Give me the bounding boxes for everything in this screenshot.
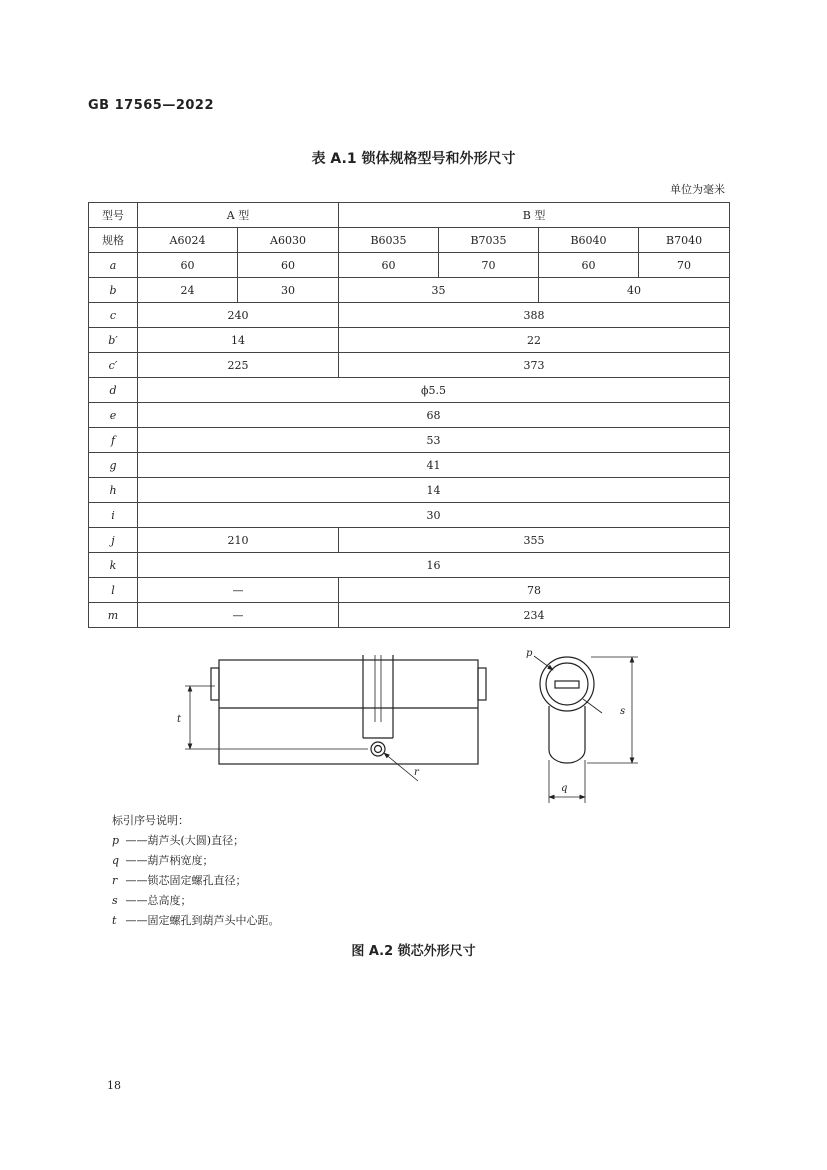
row-label: b′: [89, 328, 138, 353]
cylinder-end-cap: [211, 668, 219, 700]
row-label: g: [89, 453, 138, 478]
type-a-header: A 型: [138, 203, 339, 228]
row-label: k: [89, 553, 138, 578]
pear-head-outer: [540, 657, 594, 711]
table-cell: 234: [339, 603, 730, 628]
table-cell: 22: [339, 328, 730, 353]
spec-cell: B6035: [339, 228, 439, 253]
table-cell: 60: [238, 253, 339, 278]
legend-item: [112, 911, 280, 931]
pear-shank: [549, 706, 585, 763]
spec-cell: B7040: [639, 228, 730, 253]
table-cell: 14: [138, 478, 730, 503]
table-cell: 210: [138, 528, 339, 553]
legend-symbol: s: [112, 894, 118, 907]
row-label: l: [89, 578, 138, 603]
dim-label-p: p: [526, 648, 533, 659]
row-label: j: [89, 528, 138, 553]
row-label: f: [89, 428, 138, 453]
legend-text: ——总高度；: [125, 894, 192, 907]
table-cell: 355: [339, 528, 730, 553]
keyway-slot: [555, 681, 579, 688]
legend-symbol: p: [112, 834, 120, 847]
legend-item: [112, 871, 280, 891]
row-label: 型号: [89, 203, 138, 228]
figure-legend: [112, 811, 280, 931]
cylinder-end-view: [534, 656, 638, 803]
cylinder-end-cap: [478, 668, 486, 700]
cylinder-body: [219, 660, 478, 764]
table-cell: 388: [339, 303, 730, 328]
table-cell: 41: [138, 453, 730, 478]
dim-label-r: r: [414, 767, 419, 778]
row-label: c′: [89, 353, 138, 378]
row-label: 规格: [89, 228, 138, 253]
fixing-screw-hole: [371, 742, 385, 756]
row-label: c: [89, 303, 138, 328]
dim-label-q: q: [561, 783, 568, 794]
standard-code: GB 17565—2022: [88, 98, 215, 113]
table-cell: 60: [539, 253, 639, 278]
table-unit: 单位为毫米: [670, 183, 725, 196]
row-label: m: [89, 603, 138, 628]
legend-title: 标引序号说明：: [112, 814, 189, 827]
table-cell: 40: [539, 278, 730, 303]
dim-label-s: s: [620, 706, 626, 717]
row-label: d: [89, 378, 138, 403]
row-label: i: [89, 503, 138, 528]
table-cell: 16: [138, 553, 730, 578]
table-cell: 225: [138, 353, 339, 378]
legend-text: ——葫芦头(大圆)直径；: [125, 834, 245, 847]
legend-symbol: r: [112, 874, 118, 887]
spec-cell: B7035: [439, 228, 539, 253]
row-label: b: [89, 278, 138, 303]
table-cell: 30: [138, 503, 730, 528]
table-cell: 240: [138, 303, 339, 328]
table-cell: 373: [339, 353, 730, 378]
table-cell: 78: [339, 578, 730, 603]
type-b-header: B 型: [339, 203, 730, 228]
table-cell: 53: [138, 428, 730, 453]
table-cell: 35: [339, 278, 539, 303]
legend-text: ——锁芯固定螺孔直径；: [125, 874, 247, 887]
row-label: e: [89, 403, 138, 428]
legend-text: ——葫芦柄宽度；: [125, 854, 214, 867]
legend-item: [112, 851, 280, 871]
table-cell: —: [138, 603, 339, 628]
legend-text: ——固定螺孔到葫芦头中心距。: [125, 914, 280, 927]
legend-item: [112, 891, 280, 911]
cylinder-side-view: [185, 655, 486, 781]
dim-label-t: t: [177, 714, 182, 725]
table-cell: ϕ5.5: [138, 378, 730, 403]
table-cell: 68: [138, 403, 730, 428]
figure-title: 图 A.2 锁芯外形尺寸: [351, 944, 476, 959]
table-cell: 60: [339, 253, 439, 278]
table-cell: 70: [439, 253, 539, 278]
table-title: 表 A.1 锁体规格型号和外形尺寸: [311, 151, 516, 167]
spec-cell: B6040: [539, 228, 639, 253]
legend-item: [112, 831, 280, 851]
legend-symbol: q: [112, 854, 120, 867]
table-cell: 60: [138, 253, 238, 278]
table-cell: 24: [138, 278, 238, 303]
table-cell: 30: [238, 278, 339, 303]
table-cell: 14: [138, 328, 339, 353]
row-label: a: [89, 253, 138, 278]
legend-symbol: t: [112, 914, 117, 927]
spec-cell: A6024: [138, 228, 238, 253]
page-number: 18: [107, 1079, 121, 1092]
table-cell: 70: [639, 253, 730, 278]
row-label: h: [89, 478, 138, 503]
spec-cell: A6030: [238, 228, 339, 253]
table-cell: —: [138, 578, 339, 603]
